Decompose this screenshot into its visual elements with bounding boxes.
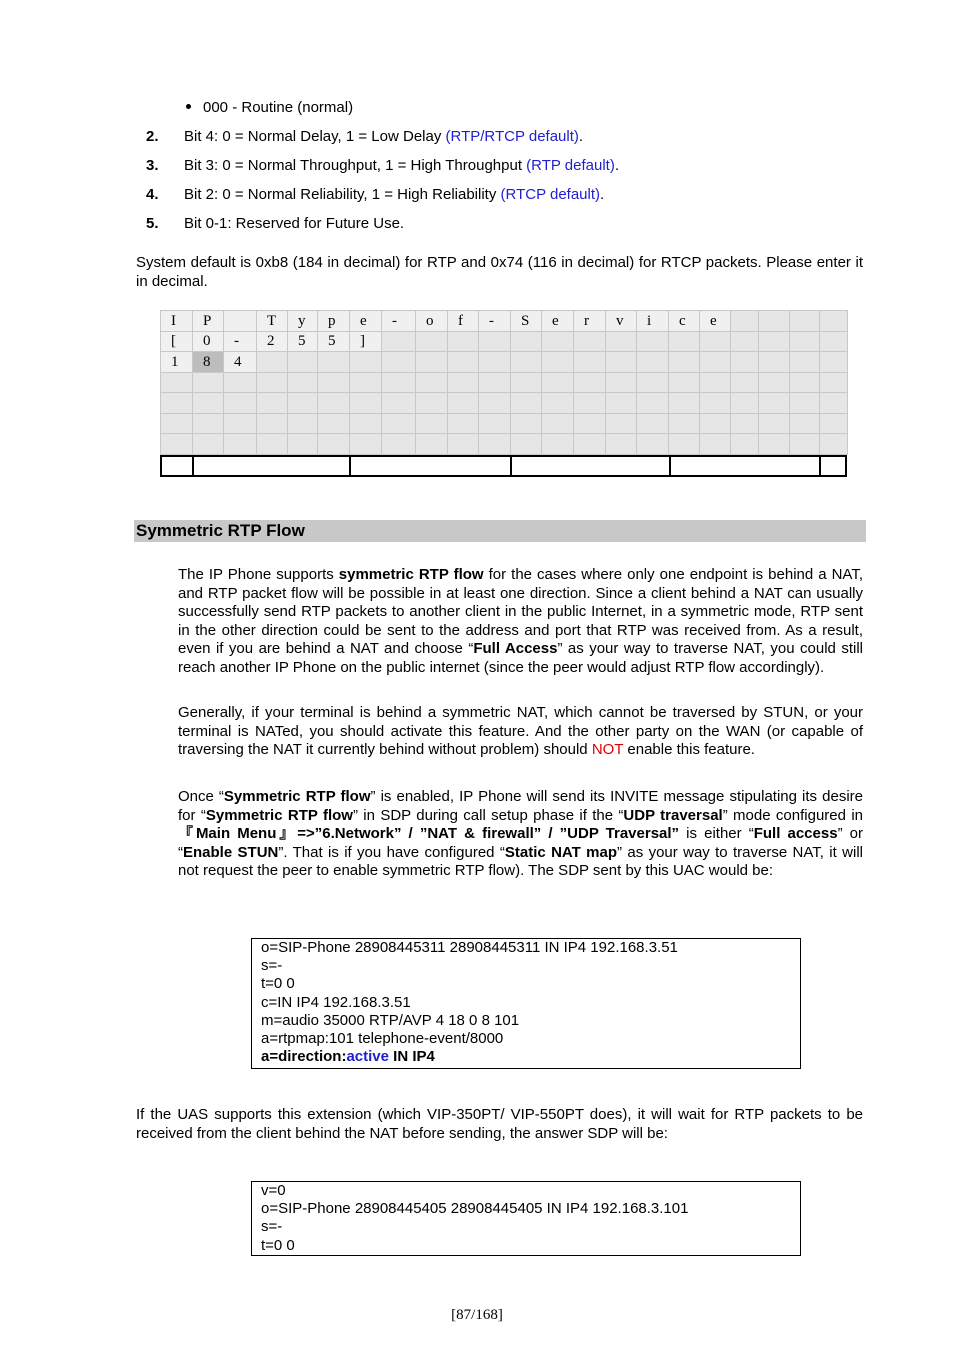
lcd-cell <box>257 352 288 373</box>
bold-text: Full Access <box>473 640 558 657</box>
lcd-cell: I <box>161 311 193 332</box>
paragraph-activation <box>178 704 863 760</box>
text: ” or “ <box>178 825 863 861</box>
lcd-cell <box>759 352 790 373</box>
lcd-row-6 <box>161 413 848 434</box>
lcd-cell: e <box>542 311 574 332</box>
list-note: (RTCP default) <box>500 186 601 203</box>
lcd-cell <box>448 352 479 373</box>
lcd-cell: 5 <box>318 331 350 352</box>
list-tail: . <box>600 186 605 203</box>
lcd-softkey-bar <box>160 455 847 477</box>
lcd-cell: c <box>669 311 700 332</box>
lcd-cell <box>606 331 637 352</box>
lcd-table <box>160 310 848 455</box>
lcd-cell <box>350 352 382 373</box>
lcd-cell: 1 <box>161 352 193 373</box>
softkey-slot <box>162 457 194 475</box>
sdp-direction-line <box>261 1048 800 1066</box>
text: The IP Phone supports <box>178 566 339 583</box>
lcd-cell <box>820 311 848 332</box>
lcd-cell <box>820 331 848 352</box>
lcd-cell: ] <box>350 331 382 352</box>
lcd-row-3 <box>161 352 848 373</box>
paragraph-uas: If the UAS supports this extension (which VIP-350PT/ VIP-550PT does), it will wait for RTP packets to be received from the client behind the NAT before sending, the answer SDP will be: <box>136 1106 863 1142</box>
softkey-slot <box>194 457 351 475</box>
list-number: 3. <box>146 157 159 174</box>
text: ” as your way to traverse NAT, you could still reach another IP Phone on the public internet (since the peer would adjust RTP flow accordingly). <box>178 640 863 676</box>
lcd-cell <box>790 311 820 332</box>
bold-text: Static NAT map <box>504 843 618 861</box>
list-text: Bit 2: 0 = Normal Reliability, 1 = High Reliability <box>184 186 501 203</box>
list-item <box>146 214 404 234</box>
lcd-cell: T <box>257 311 288 332</box>
lcd-row-7 <box>161 434 848 455</box>
page-number: [87/168] <box>451 1307 503 1323</box>
lcd-cell <box>479 331 511 352</box>
list-text: Bit 0-1: Reserved for Future Use. <box>184 215 405 232</box>
lcd-row-2 <box>161 331 848 352</box>
warning-text: NOT <box>591 741 624 758</box>
lcd-cell: e <box>700 311 731 332</box>
lcd-cell <box>606 352 637 373</box>
lcd-cell: r <box>574 311 606 332</box>
paragraph-symmetric-intro <box>178 566 863 677</box>
system-default-paragraph: System default is 0xb8 (184 in decimal) for RTP and 0x74 (116 in decimal) for RTCP packets. Please enter it in decimal. <box>136 254 863 290</box>
lcd-cell <box>790 331 820 352</box>
lcd-cell: P <box>193 311 224 332</box>
lcd-cell: 5 <box>288 331 318 352</box>
lcd-cell <box>637 331 669 352</box>
lcd-cell: i <box>637 311 669 332</box>
lcd-cell <box>448 331 479 352</box>
lcd-cell: [ <box>161 331 193 352</box>
lcd-row-5 <box>161 393 848 414</box>
lcd-cell <box>700 352 731 373</box>
lcd-cell <box>416 331 448 352</box>
list-item <box>146 156 619 176</box>
lcd-cell <box>759 331 790 352</box>
sdp-line: o=SIP-Phone 28908445311 28908445311 IN IP4 192.168.3.51 <box>261 939 678 956</box>
lcd-cell <box>511 352 542 373</box>
lcd-cell: p <box>318 311 350 332</box>
softkey-slot <box>512 457 671 475</box>
lcd-cell <box>700 331 731 352</box>
lcd-cell <box>224 311 257 332</box>
text: for the cases where only one endpoint is behind a NAT, and RTP packet flow will be possible in at least one direction. Since a client behind a NAT can usually successfully send RTP packets to another client in the public Internet, in a symmetric mode, RTP sent in the other direction could be sent to the address and port that RTP was received from. As a result, even if you are behind a NAT and choose “ <box>178 566 863 657</box>
text: a=direction: <box>261 1048 347 1066</box>
softkey-slot <box>671 457 821 475</box>
lcd-cell <box>574 352 606 373</box>
lcd-cell <box>669 331 700 352</box>
bold-text: Symmetric RTP flow <box>205 806 353 824</box>
lcd-cell <box>382 352 416 373</box>
list-text: Bit 4: 0 = Normal Delay, 1 = Low Delay <box>184 128 446 145</box>
bold-text: Full access <box>753 825 838 842</box>
lcd-cell: 0 <box>193 331 224 352</box>
list-note: (RTP default) <box>526 157 615 174</box>
lcd-cell: o <box>416 311 448 332</box>
lcd-cell <box>790 352 820 373</box>
bold-text: symmetric RTP flow <box>338 566 484 583</box>
lcd-cell <box>542 352 574 373</box>
sdp-line: o=SIP-Phone 28908445405 28908445405 IN IP4 192.168.3.101 <box>261 1200 689 1218</box>
paragraph-invite <box>178 788 863 881</box>
text: ” in SDP during call setup phase if the “ <box>352 806 624 824</box>
text: ”. That is if you have configured “ <box>278 843 505 861</box>
lcd-cell: v <box>606 311 637 332</box>
lcd-cell: - <box>479 311 511 332</box>
bold-text: Symmetric RTP flow <box>223 788 371 805</box>
lcd-row-4 <box>161 372 848 393</box>
softkey-slot <box>821 457 845 475</box>
lcd-cell <box>382 331 416 352</box>
section-heading <box>134 520 866 542</box>
lcd-cell <box>637 352 669 373</box>
lcd-cell <box>731 311 759 332</box>
lcd-cell <box>574 331 606 352</box>
lcd-cell <box>416 352 448 373</box>
text: Once “ <box>178 788 224 805</box>
sdp-line: s=- <box>261 957 283 975</box>
highlight-text: active <box>346 1048 389 1066</box>
lcd-row-1 <box>161 311 848 332</box>
lcd-cell <box>542 331 574 352</box>
text: Generally, if your terminal is behind a symmetric NAT, which cannot be traversed by STUN, or your terminal is NATed, you should activate this feature. And the other party on the WAN (or capable of traversing the NAT it currently behind without problem) should <box>178 704 863 758</box>
text: IN IP4 <box>388 1048 435 1066</box>
list-tail: . <box>614 157 619 174</box>
list-note: (RTP/RTCP default) <box>445 128 579 145</box>
sdp-offer-box <box>251 938 801 1069</box>
list-number: 2. <box>146 128 159 145</box>
lcd-cell <box>288 352 318 373</box>
bold-text: UDP traversal <box>623 806 723 824</box>
text: ” is enabled, IP Phone will send its INVITE message stipulating its desire for “ <box>178 788 863 824</box>
list-tail: . <box>578 128 584 145</box>
sdp-line: t=0 0 <box>261 975 295 993</box>
list-item <box>146 185 604 205</box>
sdp-line: c=IN IP4 192.168.3.51 <box>261 993 411 1011</box>
lcd-cell <box>820 352 848 373</box>
sdp-line: s=- <box>261 1218 283 1236</box>
sdp-answer-box <box>251 1181 801 1256</box>
list-bullet-item <box>186 98 353 118</box>
section-title: Symmetric RTP Flow <box>136 521 305 540</box>
sdp-line: v=0 <box>261 1182 286 1199</box>
lcd-cell: S <box>511 311 542 332</box>
bold-text: Enable STUN <box>183 843 279 861</box>
text: ” mode configured in <box>722 806 863 824</box>
lcd-cursor-cell: 8 <box>193 352 224 373</box>
text: is either “ <box>679 825 754 842</box>
lcd-cell: - <box>224 331 257 352</box>
lcd-cell: e <box>350 311 382 332</box>
bullet-text: 000 - Routine (normal) <box>203 99 354 116</box>
list-number: 5. <box>146 215 159 232</box>
lcd-cell: 4 <box>224 352 257 373</box>
sdp-line: t=0 0 <box>261 1236 295 1254</box>
lcd-cell <box>731 331 759 352</box>
list-item <box>146 127 583 147</box>
lcd-cell <box>731 352 759 373</box>
menu-path: 『Main Menu』=>”6.Network” / ”NAT & firewall” / ”UDP Traversal” <box>178 825 680 842</box>
sdp-line: m=audio 35000 RTP/AVP 4 18 0 8 101 <box>261 1011 520 1029</box>
lcd-cell: y <box>288 311 318 332</box>
bullet-icon <box>186 104 191 109</box>
sdp-line: a=rtpmap:101 telephone-event/8000 <box>261 1030 504 1048</box>
lcd-cell <box>759 311 790 332</box>
list-text: Bit 3: 0 = Normal Throughput, 1 = High Throughput <box>184 157 527 174</box>
lcd-cell <box>318 352 350 373</box>
list-number: 4. <box>146 186 159 203</box>
lcd-cell <box>669 352 700 373</box>
lcd-cell: f <box>448 311 479 332</box>
text: enable this feature. <box>623 741 755 758</box>
lcd-cell: - <box>382 311 416 332</box>
lcd-cell: 2 <box>257 331 288 352</box>
softkey-slot <box>351 457 512 475</box>
lcd-display-grid <box>160 310 847 477</box>
lcd-cell <box>511 331 542 352</box>
text: ” as your way to traverse NAT, it will not request the peer to enable symmetric RTP flow). The SDP sent by this UAC would be: <box>178 843 863 879</box>
lcd-cell <box>479 352 511 373</box>
